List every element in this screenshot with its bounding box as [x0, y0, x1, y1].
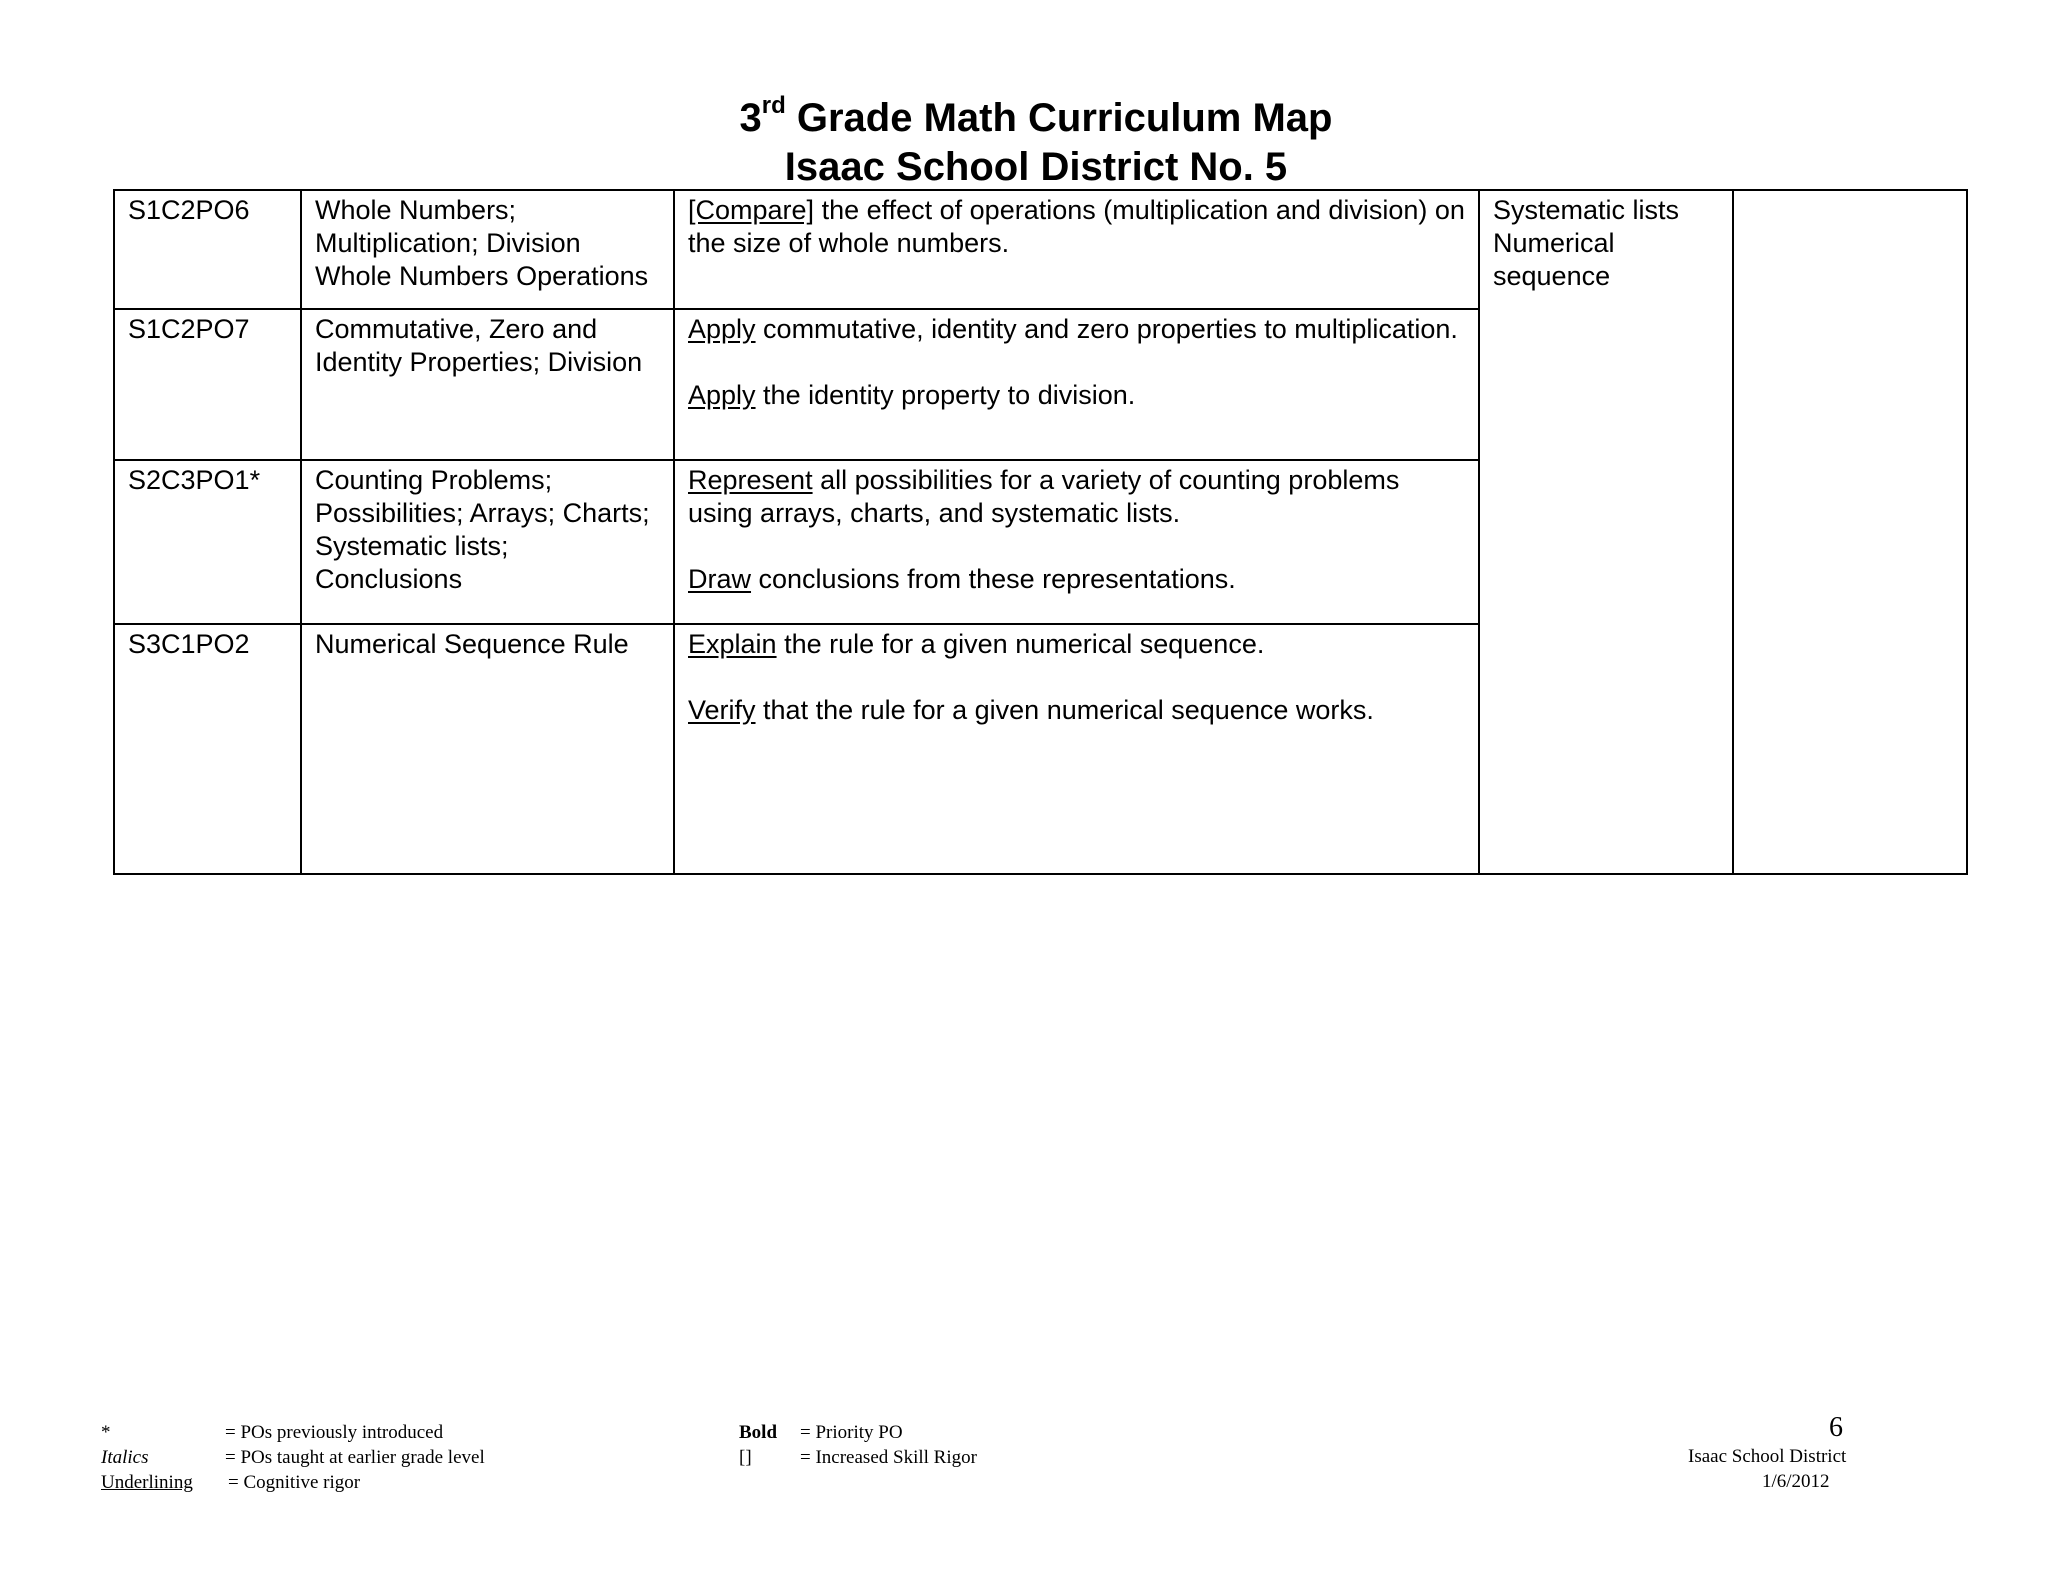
objective-statement: Apply the identity property to division.: [688, 380, 1136, 410]
objective-cell: [674, 460, 1479, 624]
page-title: 3rd Grade Math Curriculum Map: [739, 91, 1333, 140]
legend-value: = Cognitive rigor: [228, 1472, 361, 1493]
objective-statement: Represent all possibilities for a variety of counting problems using arrays, charts, and systematic lists.: [688, 465, 1400, 528]
objective-cell: [674, 309, 1479, 460]
legend-left: [101, 1420, 701, 1500]
topic-line: Whole Numbers Operations: [315, 261, 649, 291]
topic-line: Commutative, Zero and: [315, 314, 598, 344]
legend-key: Underlining: [101, 1472, 193, 1493]
legend-key: *: [101, 1422, 111, 1443]
cognitive-verb: [Compare]: [688, 195, 815, 225]
objective-cell: [674, 624, 1479, 874]
topic-line: Systematic lists;: [315, 531, 509, 561]
cognitive-verb: Apply: [688, 314, 756, 344]
legend-value: = Increased Skill Rigor: [800, 1447, 977, 1468]
topics-cell: [301, 309, 674, 460]
topics-cell: [301, 460, 674, 624]
objective-statement: Draw conclusions from these representations.: [688, 564, 1236, 594]
vocabulary-term: Systematic lists: [1493, 195, 1680, 225]
cognitive-verb: Apply: [688, 380, 756, 410]
topic-line: Whole Numbers;: [315, 195, 517, 225]
topic-line: Numerical Sequence Rule: [315, 629, 629, 659]
table-row: [114, 190, 1967, 309]
legend-key: []: [739, 1447, 752, 1468]
objective-statement: Verify that the rule for a given numerical sequence works.: [688, 695, 1374, 725]
footer-district: Isaac School District: [1688, 1446, 1847, 1467]
vocabulary-term: Numerical: [1493, 228, 1615, 258]
footer-date: 1/6/2012: [1762, 1471, 1830, 1492]
topics-cell: [301, 624, 674, 874]
topic-line: Counting Problems;: [315, 465, 553, 495]
topic-line: Possibilities; Arrays; Charts;: [315, 498, 650, 528]
objective-statement: [Compare] the effect of operations (multiplication and division) on the size of whole numbers.: [688, 195, 1465, 258]
vocabulary-cell: [1479, 190, 1733, 874]
legend-value: = Priority PO: [800, 1422, 903, 1443]
objective-statement: Apply commutative, identity and zero properties to multiplication.: [688, 314, 1458, 344]
legend-value: = POs taught at earlier grade level: [225, 1447, 485, 1468]
po-code-cell: S2C3PO1*: [114, 460, 301, 624]
topic-line: Identity Properties; Division: [315, 347, 643, 377]
legend-right: [739, 1420, 1139, 1475]
topic-line: Conclusions: [315, 564, 463, 594]
cognitive-verb: Draw: [688, 564, 752, 594]
legend-key: Bold: [739, 1422, 778, 1443]
cognitive-verb: Verify: [688, 695, 756, 725]
page-subtitle: Isaac School District No. 5: [784, 145, 1288, 189]
po-code-cell: S3C1PO2: [114, 624, 301, 874]
cognitive-verb: Represent: [688, 465, 813, 495]
cognitive-verb: Explain: [688, 629, 777, 659]
page-number: 6: [1829, 1412, 1843, 1443]
empty-cell: [1733, 190, 1967, 874]
legend-key: Italics: [101, 1447, 149, 1468]
objective-cell: [674, 190, 1479, 309]
legend-value: = POs previously introduced: [225, 1422, 444, 1443]
po-code-cell: S1C2PO6: [114, 190, 301, 309]
topics-cell: [301, 190, 674, 309]
vocabulary-term: sequence: [1493, 261, 1611, 291]
objective-statement: Explain the rule for a given numerical sequence.: [688, 629, 1265, 659]
curriculum-table: [113, 189, 1968, 875]
topic-line: Multiplication; Division: [315, 228, 581, 258]
po-code-cell: S1C2PO7: [114, 309, 301, 460]
